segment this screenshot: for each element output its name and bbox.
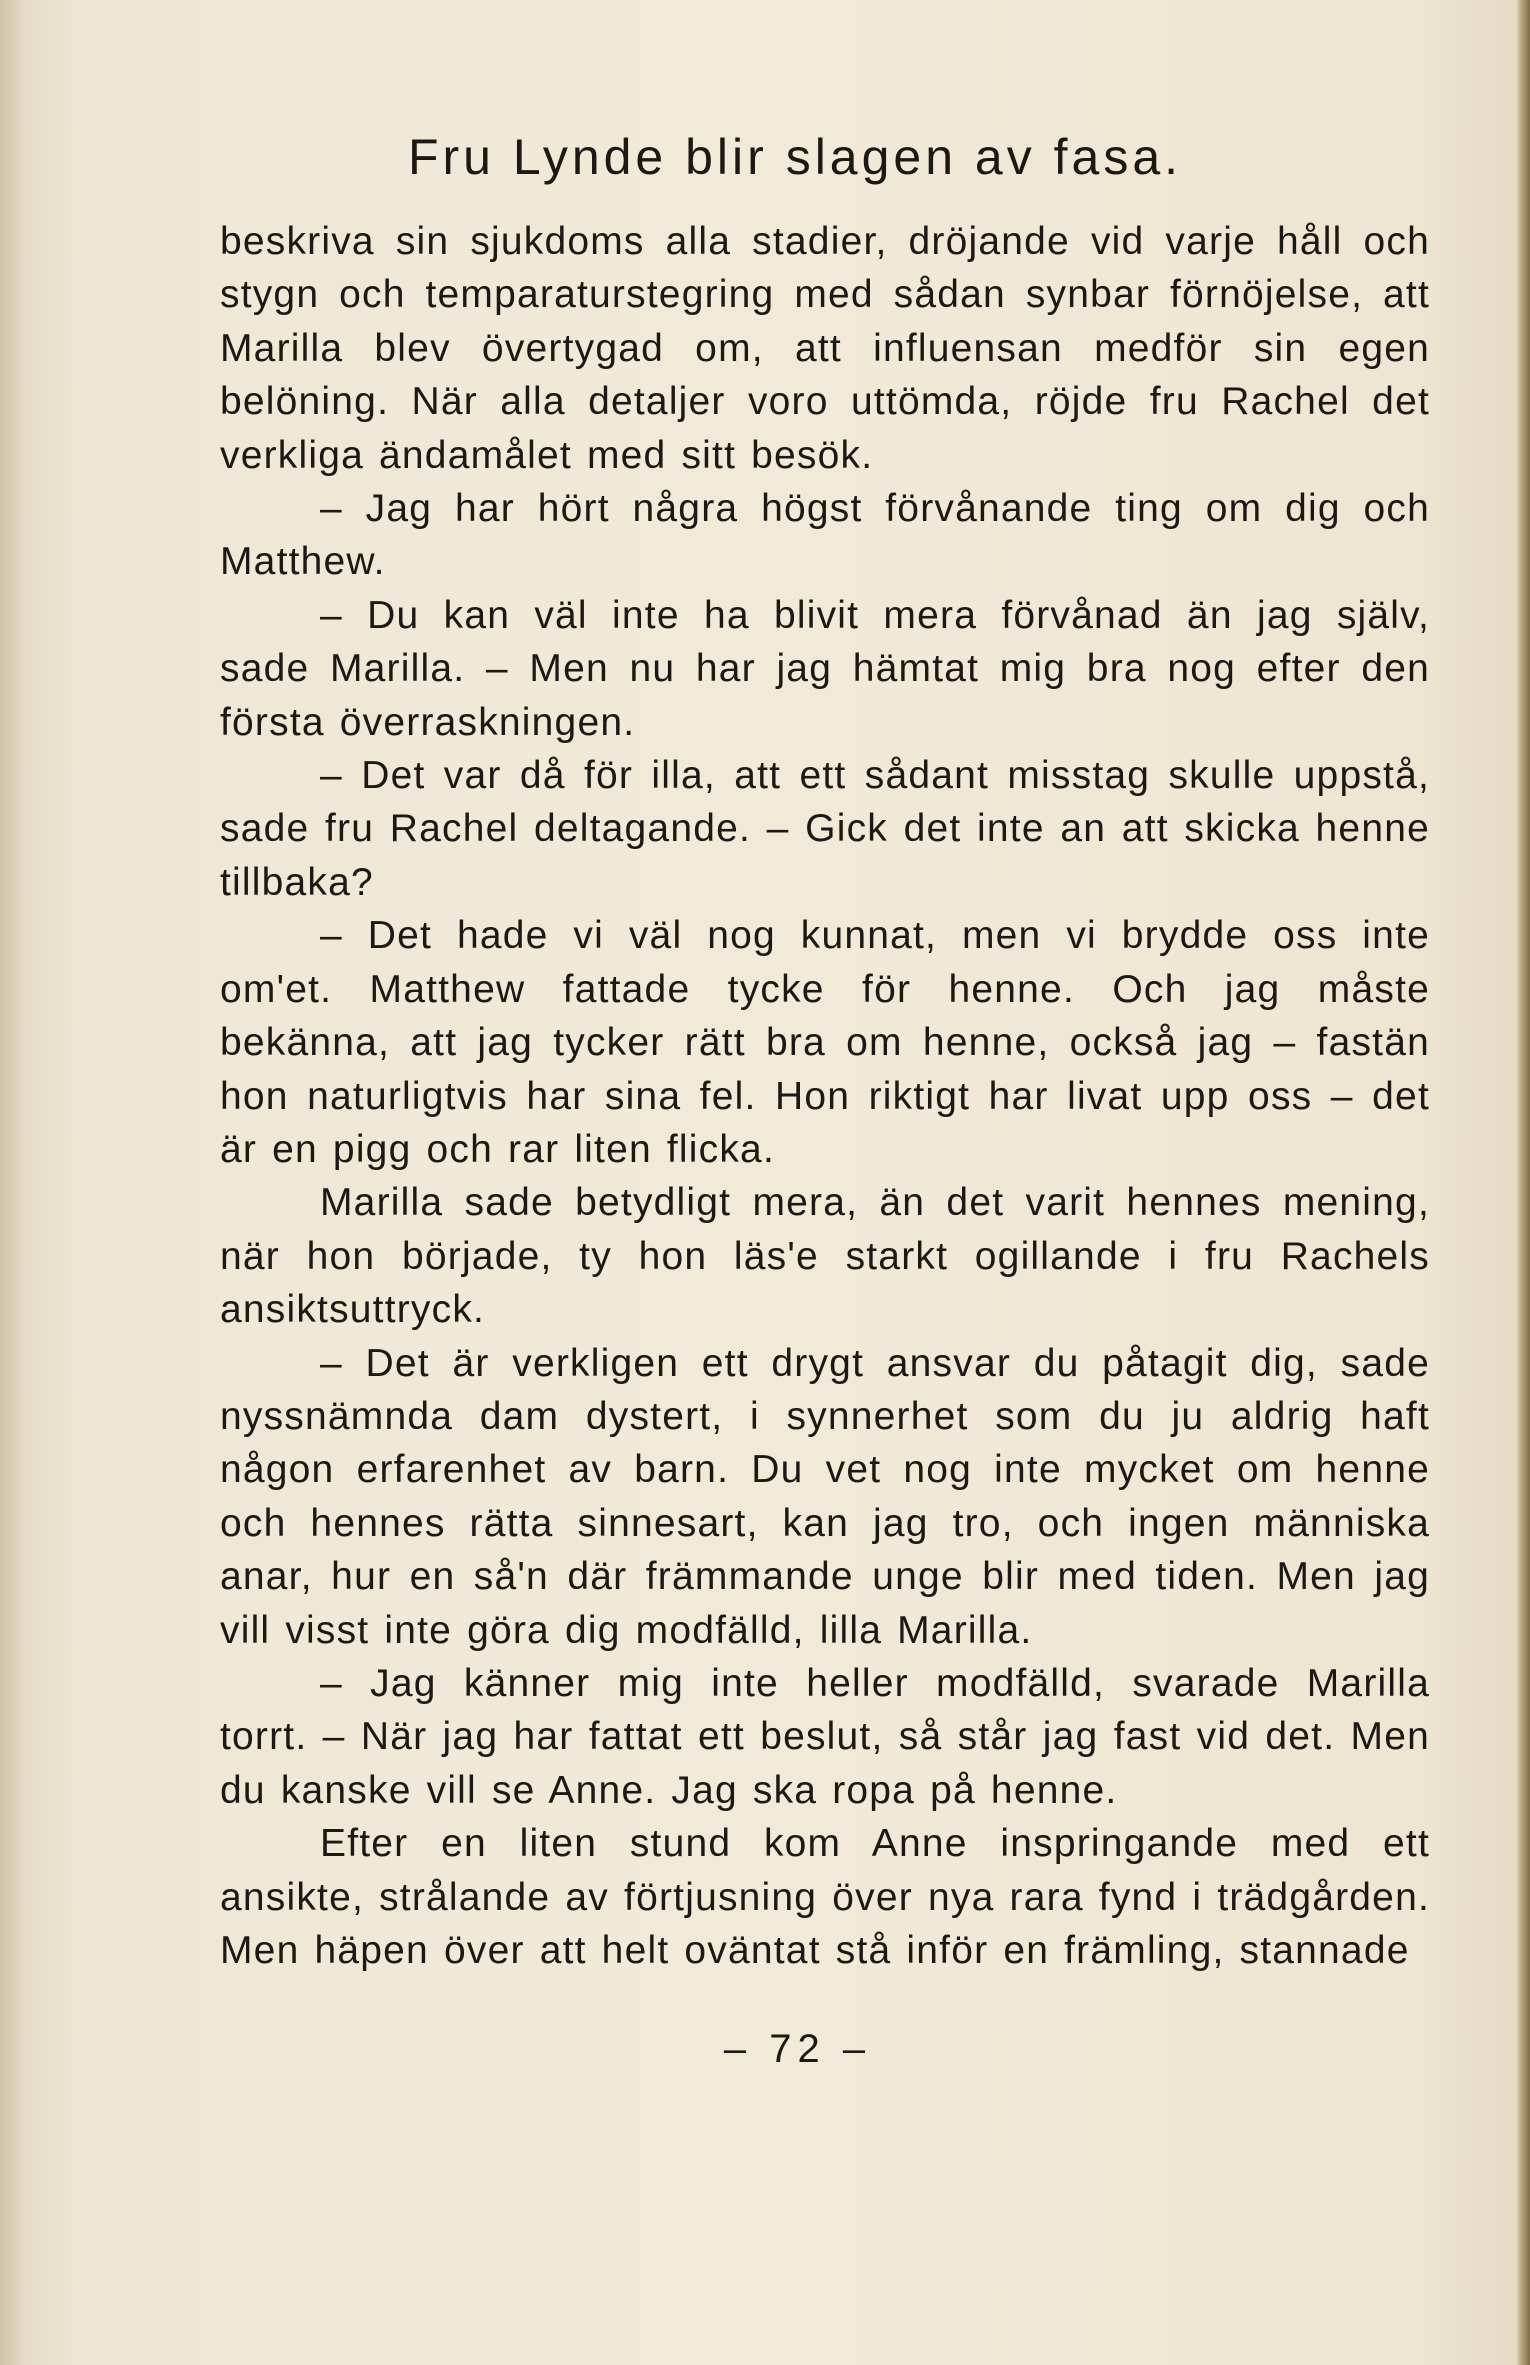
page-gutter [0,0,26,2365]
paragraph: – Det hade vi väl nog kunnat, men vi brydde oss inte om'et. Matthew fattade tycke för henne. Och jag måste bekänna, att jag tycker rätt bra om henne, också jag – fastän hon naturligtvis har sina fel. Hon riktigt har livat upp oss – det är en pigg och rar liten flicka. [220,914,1430,1171]
paragraph: – Jag känner mig inte heller modfälld, svarade Marilla torrt. – När jag har fattat ett beslut, så står jag fast vid det. Men du kanske vill se Anne. Jag ska ropa på henne. [220,1661,1430,1812]
paragraph: – Det är verkligen ett drygt ansvar du påtagit dig, sade nyssnämnda dam dystert, i synnerhet som du ju aldrig haft någon erfarenhet av barn. Du vet nog inte mycket om henne och hennes rätta sinnesart, kan jag tro, och ingen människa anar, hur en så'n där främmande unge blir med tiden. Men jag vill visst inte göra dig modfälld, lilla Marilla. [220,1341,1430,1652]
body-text [220,215,1430,1977]
paragraph: Efter en liten stund kom Anne inspringande med ett ansikte, strålande av förtjusning över nya rara fynd i trädgården. Men häpen över att helt oväntat stå inför en främling, stannade [220,1822,1430,1972]
page-edge [1516,0,1530,2365]
paragraph: beskriva sin sjukdoms alla stadier, dröjande vid varje håll och stygn och temparaturstegring med sådan synbar förnöjelse, att Marilla blev övertygad om, att influensan medför sin egen belöning. När alla detaljer voro uttömda, röjde fru Rachel det verkliga ändamålet med sitt besök. [220,220,1430,477]
paragraph: – Jag har hört några högst förvånande ting om dig och Matthew. [220,487,1430,584]
paragraph: – Du kan väl inte ha blivit mera förvånad än jag själv, sade Marilla. – Men nu har jag hämtat mig bra nog efter den första överraskningen. [220,593,1430,744]
page-number: – 72 – [723,2027,872,2071]
paragraph: – Det var då för illa, att ett sådant misstag skulle uppstå, sade fru Rachel deltagande. – Gick det inte an att skicka henne tillbaka? [220,754,1430,904]
paragraph: Marilla sade betydligt mera, än det varit hennes mening, när hon började, ty hon läs'e starkt ogillande i fru Rachels ansiktsuttryck. [220,1181,1430,1332]
running-header: Fru Lynde blir slagen av fasa. [407,129,1183,185]
